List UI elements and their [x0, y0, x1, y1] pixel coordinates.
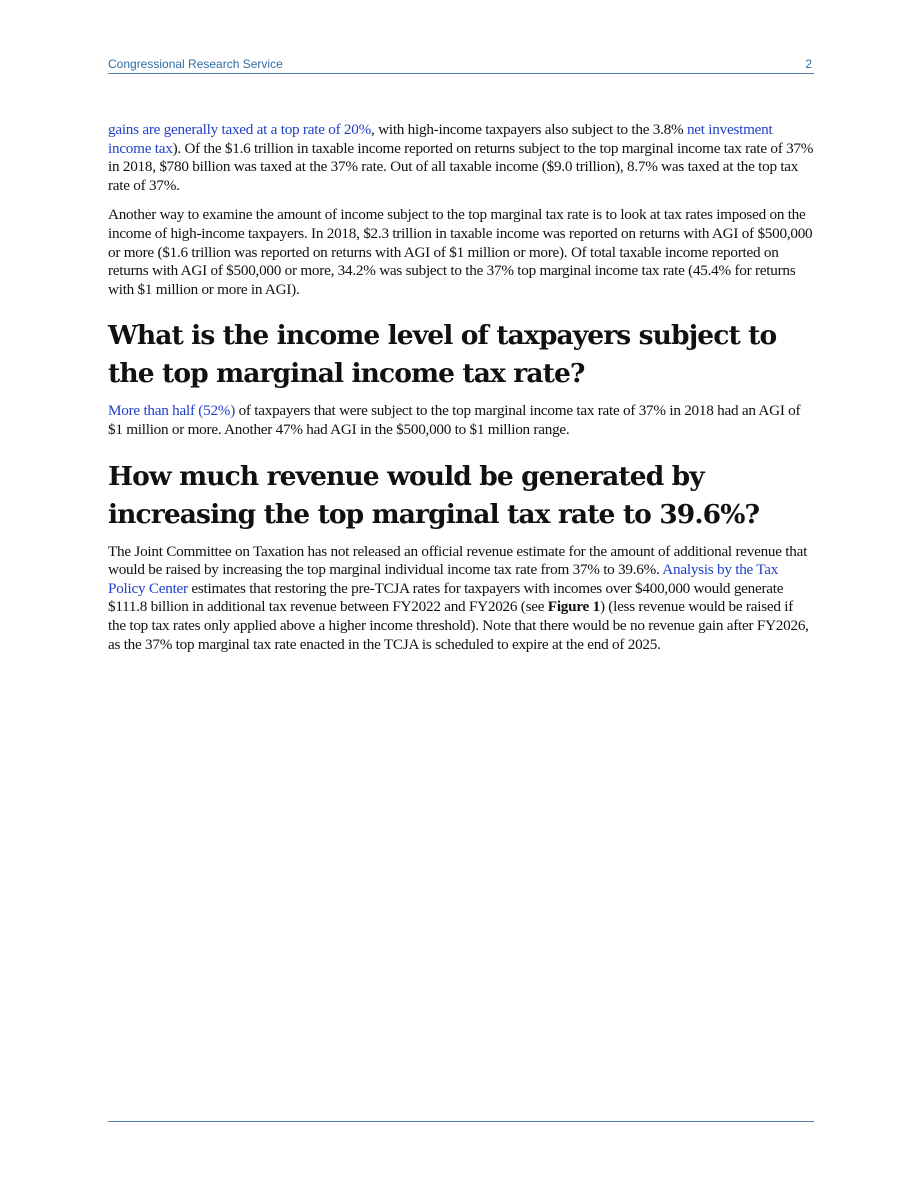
- link-net-investment-income-tax[interactable]: net investment income tax: [108, 121, 773, 157]
- paragraph-income-level: [108, 402, 814, 439]
- figure-reference: Figure 1: [547, 598, 600, 616]
- header-organization: Congressional Research Service: [108, 57, 283, 71]
- section-heading-revenue: How much revenue would be generated by increasing the top marginal tax rate to 39.6%?: [108, 460, 760, 530]
- link-capital-gains-rate[interactable]: gains are generally taxed at a top rate of 20%: [108, 121, 372, 138]
- paragraph-revenue-estimate: [108, 543, 814, 655]
- link-tax-policy-center[interactable]: Analysis by the Tax Policy Center: [108, 561, 779, 597]
- paragraph-text: ) (less revenue would be raised if the top tax rates only applied above a higher income threshold). Note that there would be no revenue gain after FY2026, as the 37% top marginal tax rate enacted in the TCJA is scheduled to expire at the end of 2025.: [108, 598, 809, 653]
- paragraph-text: estimates that restoring the pre-TCJA rates for taxpayers with incomes over $400,000 would generate $111.8 billion in additional tax revenue between FY2022 and FY2026 (see: [108, 579, 784, 616]
- page-number: 2: [805, 57, 812, 71]
- paragraph-text: of taxpayers that were subject to the top marginal income tax rate of 37% in 2018 had an AGI of $1 million or more. Another 47% had AGI in the $500,000 to $1 million range.: [108, 402, 801, 438]
- paragraph-text: , with high-income taxpayers also subject to the 3.8%: [371, 121, 687, 138]
- paragraph-text: The Joint Committee on Taxation has not released an official revenue estimate for the amount of additional revenue that would be raised by increasing the top marginal individual income tax rate from 37% to 39.6%.: [108, 542, 808, 579]
- document-body: [108, 121, 814, 665]
- paragraph-text: ). Of the $1.6 trillion in taxable income reported on returns subject to the top marginal income tax rate of 37% in 2018, $780 billion was taxed at the 37% rate. Out of all taxable income ($9.0 trillion), 8.7% was taxed at the top tax rate of 37%.: [108, 139, 814, 194]
- link-more-than-half[interactable]: More than half (52%): [108, 402, 236, 420]
- section-heading-income-level: What is the income level of taxpayers subject to the top marginal income tax rate?: [108, 320, 777, 390]
- paragraph-high-income-rates: Another way to examine the amount of income subject to the top marginal tax rate is to look at tax rates imposed on the income of high-income taxpayers. In 2018, $2.3 trillion in taxable income was reported on returns with AGI of $500,000 or more ($1.6 trillion was reported on returns with AGI of $1 million or more). Of total taxable income reported on returns with AGI of $500,000 or more, 34.2% was subject to the 37% top marginal income tax rate (45.4% for returns with $1 million or more in AGI).: [108, 206, 813, 298]
- paragraph-capital-gains: [108, 121, 814, 195]
- footer-rule: [108, 1121, 814, 1122]
- page-header: [108, 57, 814, 74]
